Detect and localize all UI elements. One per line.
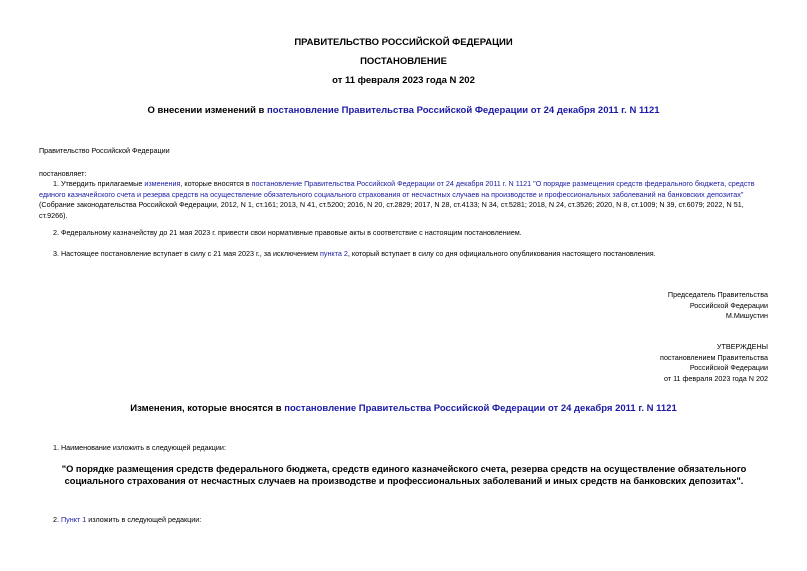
paragraph-1 — [39, 179, 769, 221]
signature-line-3: М.Мишустин — [725, 311, 768, 320]
p3-text-b: , который вступает в силу со дня официального опубликования настоящего постановления. — [347, 249, 656, 258]
approved-line-4: от 11 февраля 2023 года N 202 — [663, 373, 768, 383]
signature-line-2: Российской Федерации — [689, 300, 768, 310]
changes-title-link[interactable]: постановление Правительства Российской Федерации от 24 декабря 2011 г. N 1121 — [284, 403, 677, 414]
changes-title — [0, 403, 807, 414]
gov-line: Правительство Российской Федерации — [39, 146, 170, 155]
p1-link-changes[interactable]: изменения — [144, 179, 181, 188]
document-title — [0, 105, 807, 116]
signature-block — [668, 290, 768, 322]
approved-line-1: УТВЕРЖДЕНЫ — [716, 342, 768, 351]
header-doc-type: ПОСТАНОВЛЕНИЕ — [360, 56, 447, 67]
title-link[interactable]: постановление Правительства Российской Федерации от 24 декабря 2011 г. N 1121 — [267, 105, 660, 116]
changes-title-prefix: Изменения, которые вносятся в — [130, 403, 285, 414]
paragraph-3 — [39, 249, 769, 260]
header-date: от 11 февраля 2023 года N 202 — [332, 75, 475, 86]
p1-text-a: 1. Утвердить прилагаемые — [53, 179, 145, 188]
title-prefix: О внесении изменений в — [147, 105, 268, 116]
new-name-text: "О порядке размещения средств федерального бюджета, средств единого казначейского счета, резерва средств на осуществление обязательного социального страхования от несчастных случаев на производстве и профессиональных заболеваний и иных средств на банковских депозитах". — [61, 464, 747, 486]
p1-link-decree[interactable]: постановление Правительства Российской Федерации от 24 декабря 2011 г. N 1121 "О порядке размещения средств федерального бюджета, средств единого казначейского счета и резерва средств на осуществление обязательного социального страхования от несчастных случаев на производстве и профессиональных заболеваний на банковских депозитах" — [39, 179, 755, 199]
paragraph-2: 2. Федеральному казначейству до 21 мая 2023 г. привести свои нормативные правовые акты в соответствие с настоящим постановлением. — [53, 228, 522, 237]
changes-item-2 — [39, 515, 769, 526]
p1-text-b: , которые вносятся в — [180, 179, 252, 188]
approved-block — [660, 342, 768, 384]
p3-text-a: 3. Настоящее постановление вступает в силу с 21 мая 2023 г., за исключением — [53, 249, 320, 258]
header-government: ПРАВИТЕЛЬСТВО РОССИЙСКОЙ ФЕДЕРАЦИИ — [294, 37, 513, 48]
signature-line-1: Председатель Правительства — [667, 290, 768, 299]
item2-text-a: 2. — [53, 515, 61, 524]
approved-line-3: Российской Федерации — [689, 363, 768, 372]
p1-text-c: (Собрание законодательства Российской Федерации, 2012, N 1, ст.161; 2013, N 41, ст.5200; 2016, N 20, ст.2829; 2017, N 28, ст.4133; N 34, ст.5281; 2018, N 24, ст.3526; 2020, N 8, ст.1009; N 39, ст.6079; 2022, N 51, ст.9266). — [39, 200, 744, 220]
changes-item-1: 1. Наименование изложить в следующей редакции: — [53, 443, 226, 452]
item2-link-point1[interactable]: Пункт 1 — [61, 515, 87, 524]
item2-text-b: изложить в следующей редакции: — [86, 515, 202, 524]
approved-line-2: постановлением Правительства — [660, 352, 768, 362]
decrees-line: постановляет: — [39, 169, 87, 178]
p3-link-point2[interactable]: пункта 2 — [319, 249, 348, 258]
